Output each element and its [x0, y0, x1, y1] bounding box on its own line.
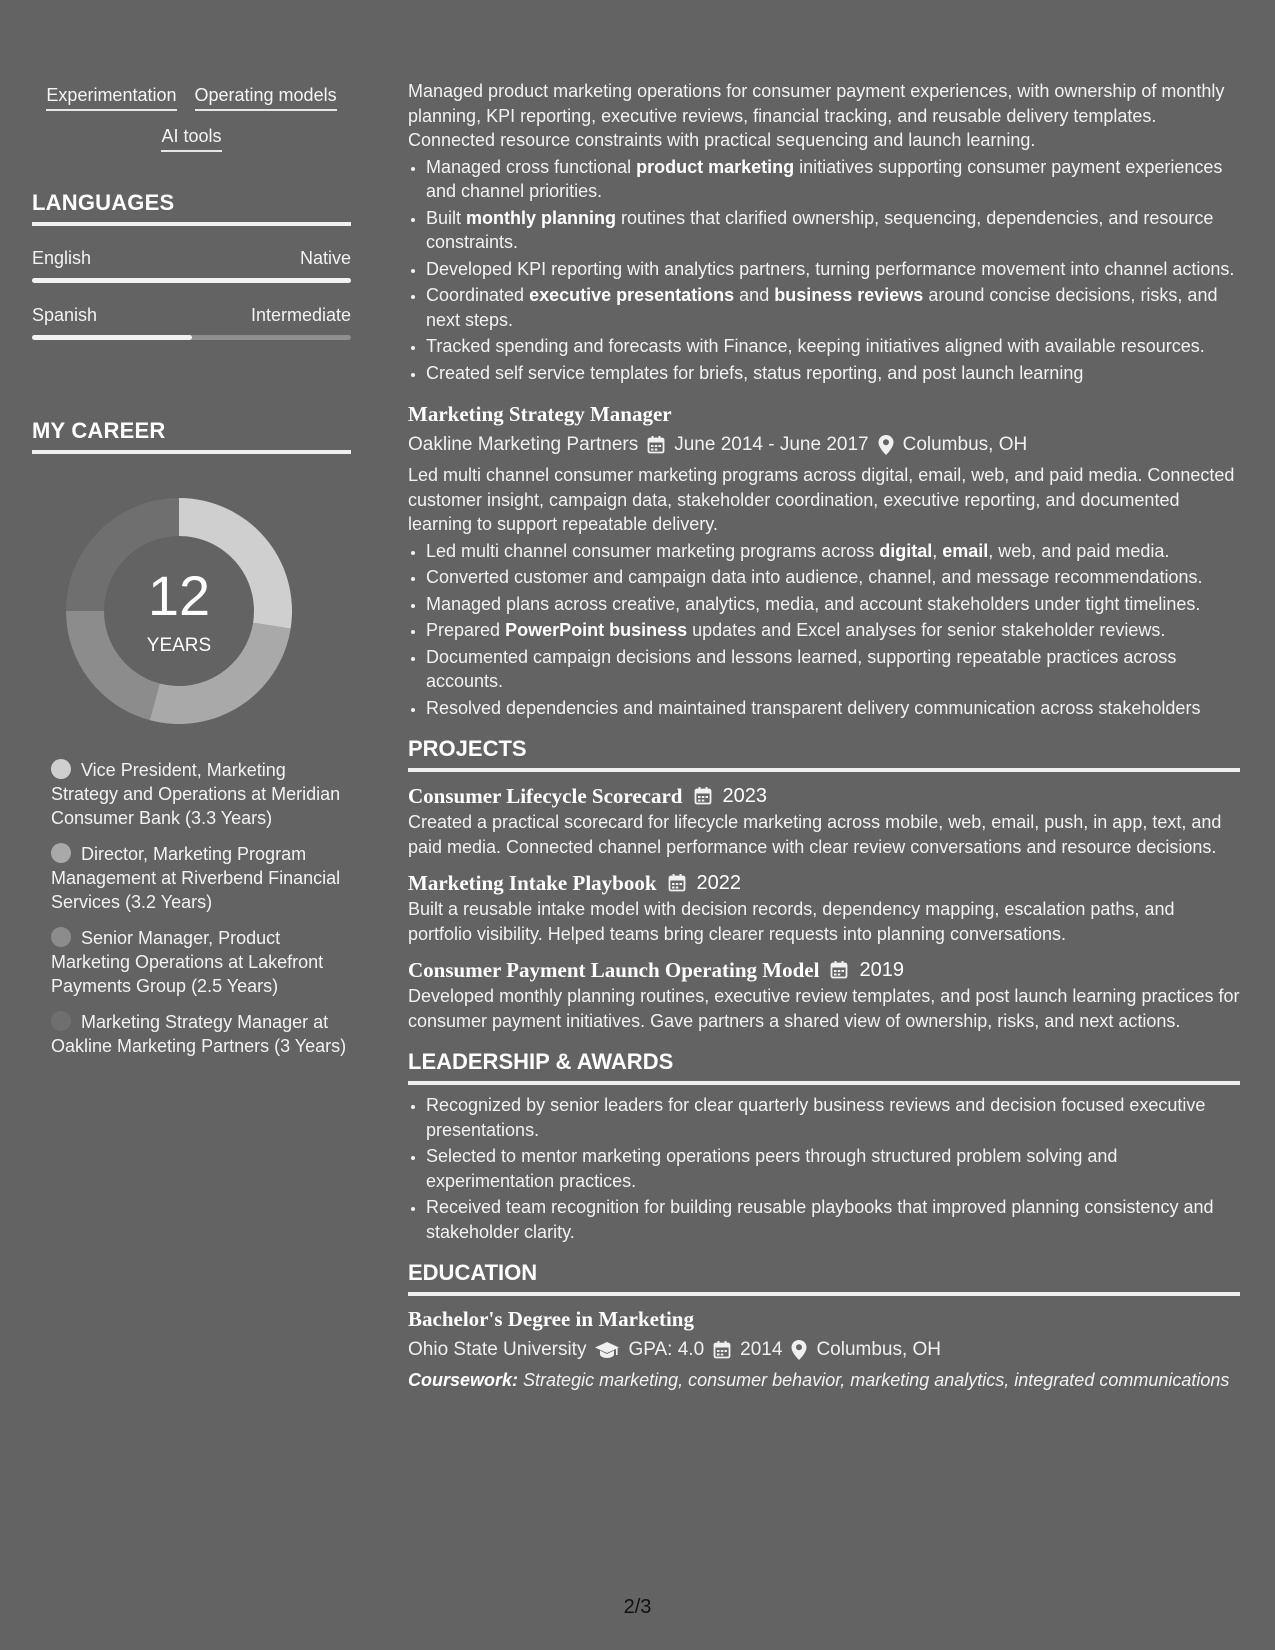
graduation-year: 2014: [740, 1339, 783, 1360]
career-total-years: 12: [147, 564, 211, 627]
job-dates: June 2014 - June 2017: [674, 434, 869, 455]
career-legend-text: Marketing Strategy Manager at Oakline Marketing Partners (3 Years): [51, 1012, 347, 1056]
award-item: • Recognized by senior leaders for clear quarterly business reviews and decision focused executive presentations.: [426, 1093, 1240, 1142]
language-item: [32, 248, 351, 283]
school-name: Ohio State University: [408, 1339, 587, 1360]
education-heading: EDUCATION: [408, 1258, 1240, 1296]
job-bullet: • Documented campaign decisions and lessons learned, supporting repeatable practices across accounts.: [426, 645, 1240, 694]
language-name: Spanish: [32, 305, 98, 325]
project-item: [408, 956, 1240, 1033]
coursework: [408, 1368, 1240, 1393]
location-pin-icon: [790, 1339, 808, 1361]
job-meta: [408, 431, 1240, 459]
project-name: Marketing Intake Playbook: [408, 871, 657, 895]
job-bullet: • Coordinated executive presentations and business reviews around concise decisions, risks, and next steps.: [426, 283, 1240, 332]
job-title: Marketing Strategy Manager: [408, 402, 672, 426]
career-heading: MY CAREER: [32, 418, 351, 454]
location-pin-icon: [877, 434, 895, 456]
job-bullets: [408, 539, 1240, 721]
language-list: [32, 248, 351, 340]
calendar-icon: [646, 435, 666, 455]
awards-heading: LEADERSHIP & AWARDS: [408, 1047, 1240, 1085]
project-year: 2023: [722, 785, 767, 807]
languages-heading: LANGUAGES: [32, 190, 351, 226]
language-level-fill: [32, 335, 192, 340]
career-donut-chart: [66, 498, 292, 724]
donut-slice: [66, 611, 160, 720]
career-legend-text: Director, Marketing Program Management at Riverbend Financial Services (3.2 Years): [51, 844, 341, 912]
legend-dot-icon: [51, 927, 71, 947]
school-location: Columbus, OH: [816, 1339, 942, 1360]
job-bullet: • Led multi channel consumer marketing programs across digital, email, web, and paid media.: [426, 539, 1240, 564]
career-legend-item: [51, 926, 351, 998]
project-description: Developed monthly planning routines, executive review templates, and post launch learning practices for consumer payment initiatives. Gave partners a shared view of ownership, risks, and next actions.: [408, 986, 1240, 1031]
education-meta: [408, 1336, 1240, 1364]
job-bullet: • Managed cross functional product marketing initiatives supporting consumer payment experiences and channel priorities.: [426, 155, 1240, 204]
award-item: • Received team recognition for building reusable playbooks that improved planning consistency and stakeholder clarity.: [426, 1195, 1240, 1244]
coursework-label: Coursework:: [408, 1370, 519, 1390]
project-item: [408, 869, 1240, 946]
language-level: Intermediate: [250, 305, 351, 325]
career-legend: [32, 758, 351, 1058]
degree-title: Bachelor's Degree in Marketing: [408, 1307, 694, 1331]
calendar-icon: [693, 786, 713, 806]
job-bullets: [408, 155, 1240, 386]
graduation-cap-icon: [594, 1340, 620, 1360]
career-legend-item: [51, 842, 351, 914]
job-bullet: • Tracked spending and forecasts with Finance, keeping initiatives aligned with available resources.: [426, 334, 1240, 359]
language-level-fill: [32, 278, 351, 283]
skill-tag: Experimentation: [46, 84, 176, 111]
legend-dot-icon: [51, 1011, 71, 1031]
career-legend-item: [51, 1010, 351, 1058]
project-year: 2019: [859, 959, 904, 981]
job-location: Columbus, OH: [902, 434, 1028, 455]
career-legend-item: [51, 758, 351, 830]
coursework-text: Strategic marketing, consumer behavior, marketing analytics, integrated communications: [523, 1370, 1230, 1390]
awards-list: [408, 1093, 1240, 1244]
skill-tag: Operating models: [195, 84, 337, 111]
left-column: [32, 84, 351, 1070]
job-bullet: • Managed plans across creative, analytics, media, and account stakeholders under tight timelines.: [426, 592, 1240, 617]
skill-tag: AI tools: [161, 125, 221, 152]
calendar-icon: [829, 960, 849, 980]
award-item: • Selected to mentor marketing operations peers through structured problem solving and experimentation practices.: [426, 1144, 1240, 1193]
skill-tags: [32, 84, 351, 152]
page-number: 2/3: [623, 1596, 652, 1618]
job-bullet: • Created self service templates for briefs, status reporting, and post launch learning: [426, 361, 1240, 386]
calendar-icon: [667, 873, 687, 893]
legend-dot-icon: [51, 843, 71, 863]
project-description: Built a reusable intake model with decision records, dependency mapping, escalation paths, and portfolio visibility. Helped teams bring clearer requests into planning conversations.: [408, 899, 1175, 944]
project-name: Consumer Payment Launch Operating Model: [408, 958, 820, 982]
job-bullet: • Built monthly planning routines that clarified ownership, sequencing, dependencies, and resource constraints.: [426, 206, 1240, 255]
right-column: [408, 79, 1240, 1393]
legend-dot-icon: [51, 759, 71, 779]
career-legend-text: Senior Manager, Product Marketing Operations at Lakefront Payments Group (2.5 Years): [51, 928, 324, 996]
job-bullet: • Developed KPI reporting with analytics partners, turning performance movement into channel actions.: [426, 257, 1240, 282]
language-name: English: [32, 248, 92, 268]
language-level: Native: [299, 248, 351, 268]
calendar-icon: [712, 1340, 732, 1360]
job-bullet: • Resolved dependencies and maintained transparent delivery communication across stakeholders: [426, 696, 1240, 721]
career-years-unit: YEARS: [146, 635, 212, 656]
project-year: 2022: [696, 872, 742, 894]
language-level-bar: [32, 335, 351, 340]
job-summary: Led multi channel consumer marketing programs across digital, email, web, and paid media. Connected customer insight, campaign data, stakeholder coordination, executive reporting, and documented learning to support repeatable delivery.: [408, 465, 1235, 534]
company-name: Oakline Marketing Partners: [408, 434, 639, 455]
projects-heading: PROJECTS: [408, 734, 1240, 772]
job-bullet: • Prepared PowerPoint business updates and Excel analyses for senior stakeholder reviews.: [426, 618, 1240, 643]
gpa: GPA: 4.0: [628, 1339, 705, 1360]
job-bullet: • Converted customer and campaign data into audience, channel, and message recommendations.: [426, 565, 1240, 590]
career-legend-text: Vice President, Marketing Strategy and Operations at Meridian Consumer Bank (3.3 Years): [51, 760, 341, 828]
language-level-bar: [32, 278, 351, 283]
project-name: Consumer Lifecycle Scorecard: [408, 784, 683, 808]
project-description: Created a practical scorecard for lifecycle marketing across mobile, web, email, push, in app, text, and paid media. Connected channel performance with clear review conversations and resource decisions.: [408, 812, 1222, 857]
project-item: [408, 782, 1240, 859]
job-summary: Managed product marketing operations for consumer payment experiences, with ownership of monthly planning, KPI reporting, executive reviews, financial tracking, and reusable delivery templates. Connected resource constraints with practical sequencing and launch learning.: [408, 81, 1225, 150]
language-item: [32, 305, 351, 340]
